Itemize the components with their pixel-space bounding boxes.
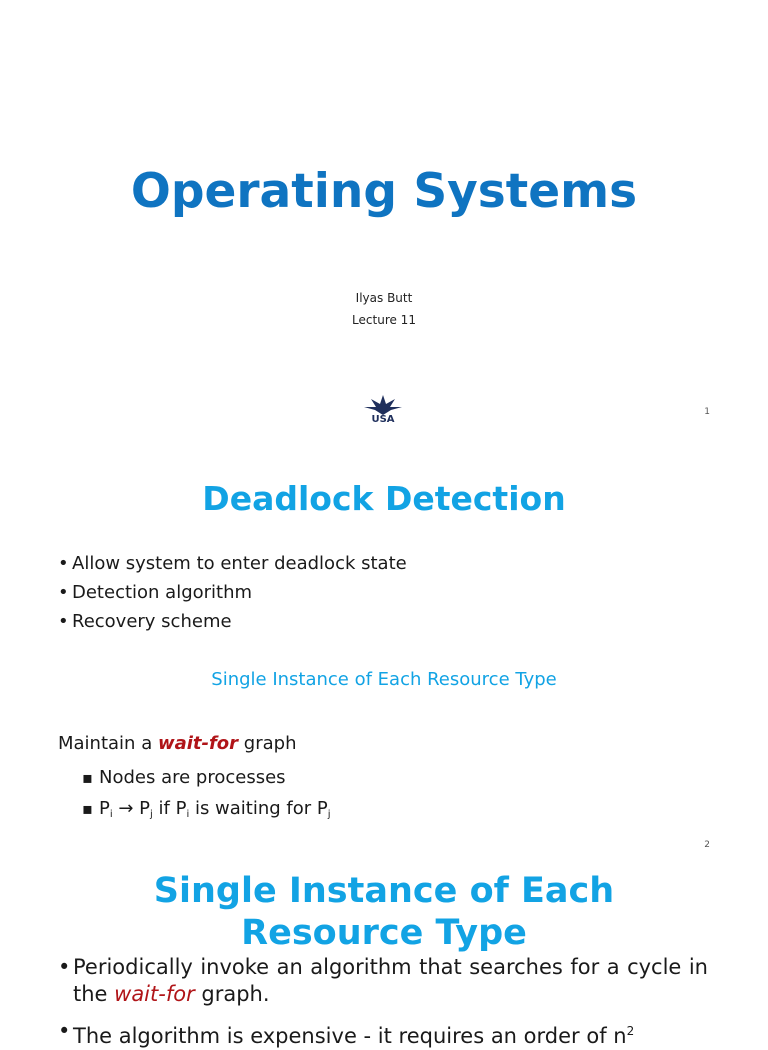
university-logo bbox=[362, 395, 404, 429]
maintain-suffix: graph bbox=[238, 733, 297, 754]
page-number-1: 1 bbox=[704, 407, 710, 417]
maintain-line bbox=[58, 733, 296, 754]
page-number-2: 2 bbox=[704, 840, 710, 850]
author-name: Ilyas Butt bbox=[355, 291, 413, 305]
wait-for-emphasis: wait-for bbox=[157, 733, 239, 754]
slide3-title bbox=[0, 870, 768, 954]
bullet-item: • Allow system to enter deadlock state bbox=[58, 549, 407, 578]
slide3-title-line1: Single Instance of Each bbox=[153, 871, 615, 911]
lecture-label: Lecture 11 bbox=[352, 313, 416, 327]
bullet-item: • Detection algorithm bbox=[58, 578, 407, 607]
slide3-bullet-list bbox=[58, 954, 715, 1050]
star-emblem-icon bbox=[362, 395, 404, 415]
wait-for-emphasis: wait-for bbox=[114, 982, 195, 1006]
slide2-sub-bullets bbox=[82, 762, 331, 830]
bullet-item: • The algorithm is expensive - it requires an order of $n^2$ bbox=[58, 1018, 708, 1050]
bullet-item: • Recovery scheme bbox=[58, 607, 407, 636]
slide3-title-line2: Resource Type bbox=[241, 913, 527, 953]
sub-bullet-nodes: ▪ Nodes are processes bbox=[82, 762, 331, 793]
slide1-title: Operating Systems bbox=[130, 164, 638, 219]
slide2-subheading: Single Instance of Each Resource Type bbox=[211, 669, 557, 690]
slide2-title: Deadlock Detection bbox=[202, 479, 566, 518]
sub-bullet-edges: ▪ $P_i \to P_j$ if $P_i$ is waiting for $P_j$ bbox=[82, 793, 331, 830]
maintain-prefix: Maintain a bbox=[58, 733, 158, 754]
bullet-item: • Periodically invoke an algorithm that searches for a cycle in the wait-for graph. bbox=[58, 954, 708, 1008]
slide2-bullet-list bbox=[58, 549, 407, 636]
logo-text: USA bbox=[371, 414, 395, 425]
